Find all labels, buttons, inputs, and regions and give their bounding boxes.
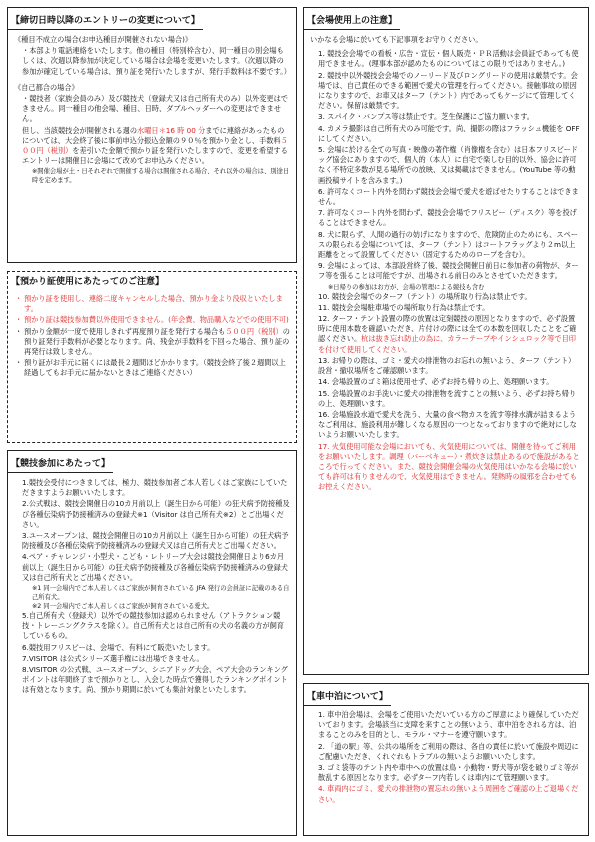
deadline-time: 水曜日＊16 時 00 分 <box>137 125 206 135</box>
carcamp-title: 【車中泊について】 <box>304 689 391 706</box>
participation-item: 7.VISITOR は公式シリーズ選手権には出場できません。 <box>22 653 204 663</box>
receipt-item: ・ 預り証がお手元に届くには最長２週間ほどかかります。（競技会終了後２週間以上経過してもお手元に届かないときはご連絡ください） <box>24 358 290 378</box>
venue-item-fire: 17. 火気使用可能な会場においても、火気使用については、開催を待ってご利用をお願いいたします。調理（バーベキュー）・煮炊きは禁止あるので施設があるところで行ってください。また、競技会開催会場の火気使用はいかなる会場に於いても許可は有りませんので、火気使用はできません。発熱時の風邪を合わせてもお控えください。 <box>318 441 580 492</box>
receipt-section <box>7 271 297 443</box>
participation-item: 5.自己所有犬（登録犬）以外での競技参加は認められません（アトラクション競技・トレーニングクラスを除く）。自己所有犬とは自己所有の犬の名義の方が飼育しているもの。 <box>22 611 284 641</box>
participation-item: 4.ペア・チャレンジ・小型犬・こども・レトリーブ大会は競技会開催日より6カ月前以上（誕生日から可能）の狂犬病予防接種及び各種伝染病予防接種済みの登録犬又は自己所有犬とご出場ください。 <box>22 552 288 582</box>
venue-item: 6. 許可なくコート内外を問わず競技会会場で愛犬を遊ばせたりすることはできません。 <box>318 186 579 207</box>
sec2-detail: 但し、当該競技会が開催される週の水曜日＊16 時 00 分までに連絡があったものについては、大会終了後に事前申込分振込金額の９０％を預かり金とし、手数料５００円（税別）を差引いた金額で預かり証を発行いたしますので、変更を希望するエントリーは開催日に会場にて改めてお申込みください。 <box>22 125 288 166</box>
receipt-item: ・ 預かり証は競技参加費以外使用できません。(年会費、物品購入などでの使用不可) <box>24 315 290 325</box>
carcamp-section <box>303 683 589 836</box>
venue-item: 5. 会場に於ける全ての写真・映像の著作権（肖像権を含む）は日本フリスビードッグ協会にありますので、個人的（本人）に自宅で楽しむ目的以外、協会に許可なく不特定多数が見る場所での放映、又は掲載はできません。(YouTube 等の動画投稿サイトを含みます。) <box>318 145 578 185</box>
sec2-line: ・競技者（家族会員のみ）及び競技犬（登録犬又は自己所有犬のみ）以外変更はできません。同一種目の他会場、種目、日時、ダブルヘッダーへの変更はできません。 <box>22 94 288 124</box>
participation-title: 【競技参加にあたって】 <box>8 456 113 473</box>
venue-item9-note: ※日帰りの参加はお方が、会場の管理による競技も含む <box>328 283 485 291</box>
receipt-title: 【預かり証使用にあたってのご注意】 <box>11 277 165 287</box>
participation-item: 3.ユースオープンは、競技会開催日の10カ月前以上（誕生日から可能）の狂犬病予防接種及び各種伝染病予防接種済みの登録犬又は自己所有犬とご出場ください。 <box>22 531 289 551</box>
carcamp-item: 3. ゴミ袋等のテント内や車中への放置は鳥・小動物・野犬等が袋を破りゴミ等が散乱する原因となります。必ずターフ内若しくは車内にて管理願います。 <box>318 763 579 783</box>
venue-item: 1. 競技会会場での看板・広告・宣伝・個人販売・ＰＲ活動は会員証であっても使用できません。(理事本部が認めたものについてはこの限りではありません。) <box>318 49 579 69</box>
receipt-item: ・ 預かり証を使用し、連絡二度キャンセルした場合、預かり金より没収といたします。 <box>24 294 290 314</box>
sec1-line: ・本部より電話連絡をいたします。他の種目（特別枠含む）、同一種目の別会場もしくは、次週以降参加が決定している場合は会場を変更いたします。（次週以降の参加が確定している場合は、預り証を発行いたしますが、発行手数料は不要です。） <box>22 46 291 76</box>
carcamp-item: 1. 車中泊会場は、会場をご使用いただいている方のご厚意により確保していただいております。会場該当に支障を来すことの無いよう、車中泊をされる方は、泊まることのみを目的とし、モラル・マナーを遵守願います。 <box>318 710 579 740</box>
venue-section <box>303 7 589 675</box>
venue-intro: いかなる会場に於いても下記事項をお守りください。 <box>310 35 483 44</box>
participation-note: ※2 同一会場内でご本人若しくはご家族が飼育されている愛犬。 <box>32 603 214 611</box>
deadline-title: 【締切日時以降のエントリーの変更について】 <box>8 13 203 30</box>
venue-item: 2. 競技中以外競技会会場でのノーリード及びロングリードの使用は厳禁です。会場では、自己責任のできる範囲で愛犬の管理を行ってください。接触事故の原因になりますので、お車又はターフ（テント）内であってもケージにて管理してください。保留は厳禁です。 <box>318 70 578 111</box>
participation-item: 1.競技会受付につきましては、極力、競技参加者ご本人若しくはご家族にしていただきますようお願いいたします。 <box>22 478 288 498</box>
venue-item: 15. 会場設置のお手洗いに愛犬の排泄物を流すことの無いよう、必ずお持ち帰りの上、処理願います。 <box>318 388 577 408</box>
venue-item: 13. お帰りの際は、ゴミ・愛犬の排泄物のお忘れの無いよう、ターフ（テント）設営・撤収場所をご確認願います。 <box>318 355 576 376</box>
venue-item: 12. ターフ・テント設置の際の放置は定刻競技の原因となりますので、必ず設置時に使用本数を確認いただき、片付けの際には全ての本数を回収したことをご確認ください。杭は抜き忘れ防止の為に、カラーテープやインシュロック等で目印を付けて使用してください。 <box>318 314 577 354</box>
venue-item: 4. カメラ撮影は自己所有犬のみ可能です。尚、撮影の際はフラッシュ機能を OFF にしてください。 <box>318 123 580 143</box>
carcamp-item: 2. 「道の駅」等、公共の場所をご利用の際は、各自の責任に於いて施設や周辺にご配慮いただき、くれぐれもトラブルの無いようお願いいたします。 <box>318 741 579 761</box>
receipt-item: ・ 預かり金額が一度で使用しきれず再度預り証を発行する場合も５００円（税別）の預り証発行手数料が必要となります。尚、残金が手数料を下回った場合、預り証の再発行は致しません。 <box>24 327 290 358</box>
participation-item: 8.VISITOR の公式戦、ユースオープン、シニアドッグ大会、ペア大会のランキングポイントは年間終了まで預かりとし、入会した時点で獲得したランキングポイントは有効となります。尚、預かり期間に於いても集計対象といたします。 <box>22 665 288 695</box>
venue-item: 7. 許可なくコート内外を問わず、競技会会場でフリスビー（ディスク）等を投げることはできません。 <box>318 208 577 228</box>
sec2-head: 《自己都合の場合》 <box>14 82 79 92</box>
sec2-note: ※開催会場が土・日それぞれで開催する場合は開催される場合、それ以外の場合は、別途日時を定めます。 <box>32 168 290 185</box>
carcamp-item: 4. 車両内にゴミ、愛犬の排泄物の置忘れの無いよう周囲をご確認の上ご退場ください。 <box>318 784 579 804</box>
sec1-head: 《種目不成立の場合(お申込種目が開催されない場合)》 <box>14 35 193 44</box>
venue-item: 10. 競技会会場でのターフ（テント）の場所取り行為は禁止です。 <box>318 291 532 301</box>
venue-item: 3. スパイク・バンプス等は禁止です。芝生保護にご協力願います。 <box>318 112 534 122</box>
venue-item: 14. 会場設置のゴミ箱は使用せず、必ずお持ち帰りの上、処理願います。 <box>318 377 554 387</box>
participation-section <box>7 450 297 836</box>
venue-item: 16. 会場施設水道で愛犬を洗う、大量の食べ物カスを流す等排水溝が詰まるようなご利用は、施設利用が難しくなる原因の一つとなっておりますので絶対にしないようお願いいたします。 <box>318 409 577 440</box>
deadline-section <box>7 7 297 263</box>
participation-item: 2.公式戦は、競技会開催日の10カ月前以上（誕生日から可能）の狂犬病予防接種及び各種伝染病予防接種済みの登録犬※1（Visitor は自己所有犬※2）とご出場ください。 <box>22 499 290 529</box>
venue-item: 9. 会場によっては、本部設営終了後、競技会開催日前日に参加者の荷物が、ターフ等を張ることは可能ですが、出場される前日のみとさせていただきます。 <box>318 261 579 281</box>
venue-item: 11. 競技会会場駐車場での場所取り行為は禁止です。 <box>318 302 490 312</box>
fee-amount: ５００円（税別） <box>22 135 288 156</box>
participation-item: 6.競技用フリスビーは、会場で、有料にて販売いたします。 <box>22 642 215 652</box>
participation-note: ※1 同一会場内でご本人若しくはご家族が飼育されている JFA 発行の会員証に記載のある自己所有犬。 <box>32 585 290 602</box>
venue-item: 8. 犬に限らず、人間の過行の妨げになりますので、危険防止のためにも、スペースの限られる会場については、ターフ（テント）はコートフラッグより２m以上距離をとって設置してください（固定するためのロープを含む）。 <box>318 229 578 260</box>
venue-title: 【会場使用上の注意】 <box>304 13 400 30</box>
